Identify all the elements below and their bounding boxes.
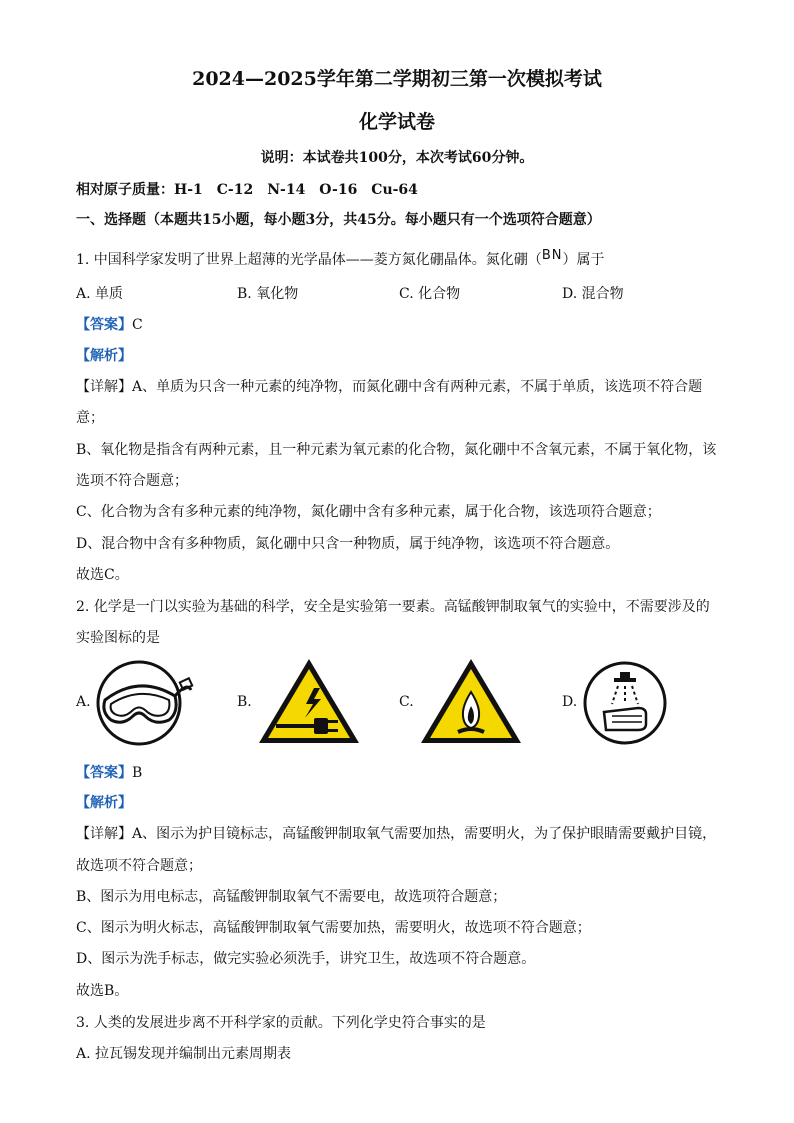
q1-detail-line-4: 选项不符合题意；	[76, 473, 188, 489]
q2-answer-tag: 【答案】	[76, 765, 132, 781]
q3-option-a: A. 拉瓦锡发现并编制出元素周期表	[76, 1046, 292, 1062]
q2-option-c-label: C.	[399, 694, 414, 710]
q2-option-d-label: D.	[562, 694, 578, 710]
goggles-icon	[95, 660, 195, 746]
q2-analysis-label: 【解析】	[76, 795, 132, 811]
q2-detail-line-3: B、图示为用电标志，高锰酸钾制取氧气不需要电，故选项符合题意；	[76, 889, 507, 905]
q1-stem-part-a: 1. 中国科学家发明了世界上超薄的光学晶体——菱方氮化硼晶体。氮化硼（	[76, 252, 542, 268]
question-2-stem-line-1: 2. 化学是一门以实验为基础的科学，安全是实验第一要素。高锰酸钾制取氧气的实验中，不需要涉及的	[76, 599, 710, 615]
q1-detail-tag: 【详解】	[76, 379, 132, 395]
q2-detail-line-1	[76, 823, 716, 843]
exam-note: 说明：本试卷共100分，本次考试60分钟。	[260, 150, 534, 166]
q1-option-c: C. 化合物	[399, 286, 461, 302]
q1-detail-line-1	[76, 376, 702, 396]
q1-detail-line-5: C、化合物为含有多种元素的纯净物，氮化硼中含有多种元素，属于化合物，该选项符合题意；	[76, 504, 661, 520]
question-2-stem-line-2: 实验图标的是	[76, 630, 160, 646]
q1-answer-tag: 【答案】	[76, 317, 132, 333]
q1-analysis-label: 【解析】	[76, 348, 132, 364]
q1-option-b: B. 氧化物	[237, 286, 299, 302]
hand-washing-icon	[582, 660, 668, 746]
electric-plug-warning-icon	[256, 656, 362, 746]
section-heading: 一、选择题（本题共15小题，每小题3分，共45分。每小题只有一个选项符合题意）	[76, 212, 601, 228]
q2-answer-value: B	[132, 765, 143, 781]
page-title: 2024—2025学年第二学期初三第一次模拟考试	[192, 68, 602, 90]
q1-option-a: A. 单质	[76, 286, 124, 302]
q2-option-b-label: B.	[237, 694, 252, 710]
q2-detail-line-2: 故选项不符合题意；	[76, 858, 202, 874]
q1-formula: BN	[541, 248, 563, 263]
open-flame-warning-icon	[418, 656, 524, 746]
q1-detail-text-1: A、单质为只含一种元素的纯净物，而氮化硼中含有两种元素，不属于单质，该选项不符合题	[132, 379, 703, 395]
q2-detail-text-1: A、图示为护目镜标志，高锰酸钾制取氧气需要加热，需要明火，为了保护眼睛需要戴护目镜，	[132, 826, 717, 842]
q1-answer-value: C	[132, 317, 143, 333]
q2-detail-line-5: D、图示为洗手标志，做完实验必须洗手，讲究卫生，故选项不符合题意。	[76, 951, 536, 967]
atomic-mass-line: 相对原子质量：H-1 C-12 N-14 O-16 Cu-64	[76, 182, 418, 198]
q1-detail-line-2: 意；	[76, 410, 104, 426]
q1-analysis-tag	[76, 345, 132, 365]
q2-detail-line-4: C、图示为明火标志，高锰酸钾制取氧气需要加热，需要明火，故选项不符合题意；	[76, 920, 591, 936]
q1-detail-line-3: B、氧化物是指含有两种元素，且一种元素为氧元素的化合物，氮化硼中不含氧元素，不属于氧化物，该	[76, 442, 717, 458]
q2-analysis-tag	[76, 792, 132, 812]
q1-stem-part-b: ）属于	[562, 252, 605, 268]
question-3-stem: 3. 人类的发展进步离不开科学家的贡献。下列化学史符合事实的是	[76, 1015, 486, 1031]
q1-option-d: D. 混合物	[562, 286, 624, 302]
question-1-stem	[76, 249, 604, 269]
page-subtitle: 化学试卷	[358, 111, 435, 133]
q2-option-a-label: A.	[76, 694, 91, 710]
q1-answer	[76, 314, 143, 334]
q1-detail-line-6: D、混合物中含有多种物质，氮化硼中只含一种物质，属于纯净物，该选项不符合题意。	[76, 536, 620, 552]
q2-conclusion: 故选B。	[76, 983, 129, 999]
q2-answer	[76, 762, 142, 782]
q2-detail-tag: 【详解】	[76, 826, 132, 842]
q1-conclusion: 故选C。	[76, 567, 129, 583]
